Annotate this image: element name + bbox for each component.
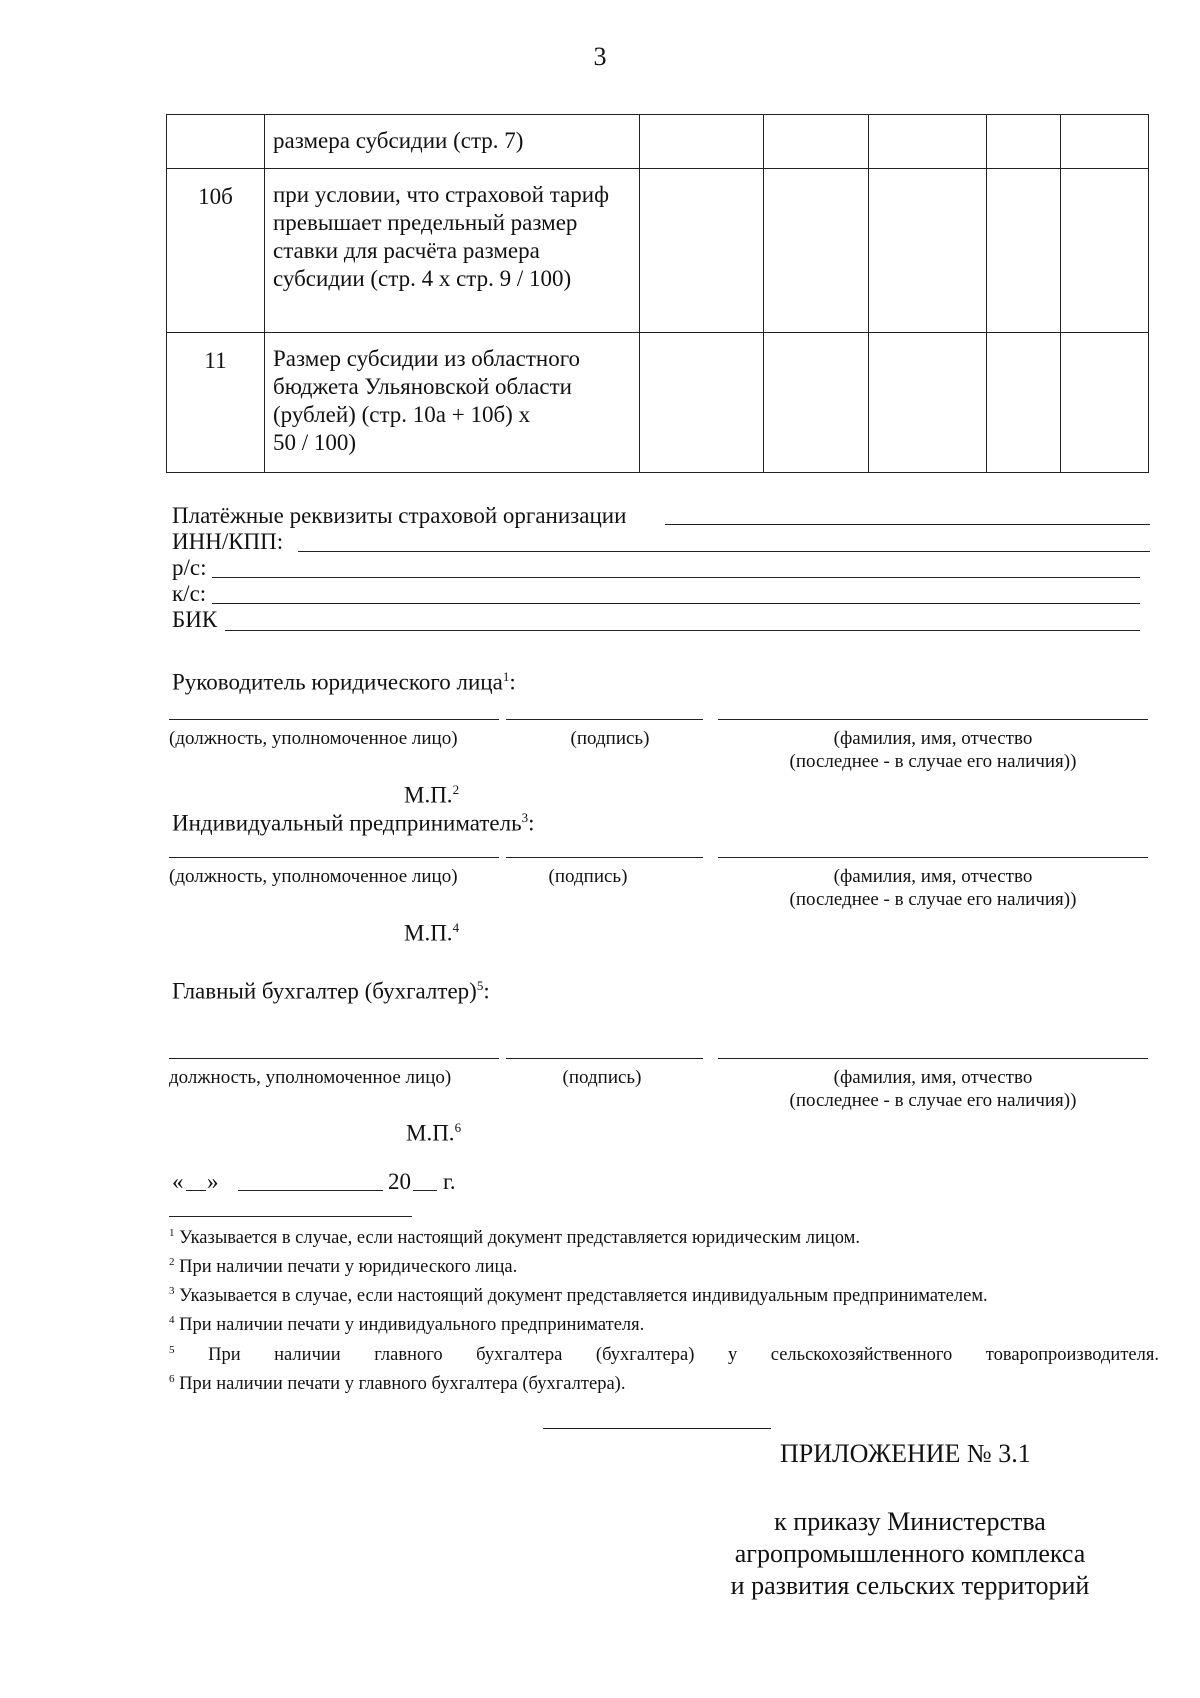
- accountant-name-caption: (фамилия, имя, отчество (последнее - в случае его наличия)): [789, 1067, 1077, 1111]
- row-description: [265, 333, 640, 473]
- footnote-separator: [169, 1216, 412, 1217]
- row-text-line: бюджета Ульяновской области: [273, 374, 572, 399]
- page-number: 3: [593, 42, 607, 71]
- table-cell: [987, 333, 1061, 473]
- row-text-line: превышает предельный размер: [273, 210, 578, 235]
- table-cell: [640, 115, 764, 169]
- date-month-line[interactable]: [238, 1190, 383, 1191]
- head-title: Руководитель юридического лица$^1$:: [172, 669, 516, 695]
- table-row: [167, 333, 1149, 473]
- accountant-name-line[interactable]: [718, 1058, 1148, 1059]
- accountant-stamp: М.П.$^6$: [406, 1120, 462, 1146]
- entrepreneur-title: Индивидуальный предприниматель$^3$:: [172, 810, 535, 836]
- ks-label: к/с:: [172, 581, 207, 606]
- accountant-title: Главный бухгалтер (бухгалтер)$^5$:: [172, 978, 490, 1004]
- entrepreneur-signature-line[interactable]: [506, 857, 703, 858]
- table-cell: [764, 333, 869, 473]
- footnote-item: $^6$ При наличии печати у главного бухгалтера (бухгалтера).: [169, 1372, 626, 1394]
- date-year-prefix: 20: [388, 1169, 411, 1194]
- inn-line[interactable]: [298, 551, 1150, 552]
- head-signature-caption: (подпись): [570, 728, 650, 749]
- row-description: [265, 169, 640, 333]
- date-year-line[interactable]: [413, 1190, 437, 1191]
- footnote-item: $^3$ Указывается в случае, если настоящий документ представляется индивидуальным предпринимателем.: [169, 1285, 988, 1307]
- table-cell: [1061, 333, 1149, 473]
- date-open-quote: «: [172, 1169, 184, 1194]
- accountant-position-line[interactable]: [169, 1058, 499, 1059]
- appendix-separator: [543, 1428, 771, 1429]
- table-cell: [1061, 115, 1149, 169]
- row-text-line: 50 / 100): [273, 430, 357, 455]
- entrepreneur-signature-caption: (подпись): [548, 866, 628, 887]
- rs-line[interactable]: [212, 577, 1140, 578]
- footnote-item: $^2$ При наличии печати у юридического лица.: [169, 1256, 518, 1278]
- head-name-line[interactable]: [718, 719, 1148, 720]
- row-text-line: при условии, что страховой тариф: [273, 182, 609, 207]
- table-cell: [869, 115, 987, 169]
- table-cell: [640, 169, 764, 333]
- entrepreneur-name-caption: (фамилия, имя, отчество (последнее - в случае его наличия)): [789, 866, 1077, 910]
- row-number: 10б: [167, 169, 265, 333]
- accountant-signature-line[interactable]: [506, 1058, 703, 1059]
- row-description: [265, 115, 640, 169]
- entrepreneur-position-caption: (должность, уполномоченное лицо): [169, 866, 458, 887]
- appendix-text: к приказу Министерства агропромышленного комплекса и развития сельских территорий: [730, 1507, 1090, 1600]
- head-stamp: М.П.$^2$: [404, 782, 460, 808]
- date-day-line[interactable]: [186, 1190, 206, 1191]
- accountant-position-caption: должность, уполномоченное лицо): [169, 1067, 452, 1088]
- table-cell: [1061, 169, 1149, 333]
- head-position-caption: (должность, уполномоченное лицо): [169, 728, 458, 749]
- row-text-line: субсидии (стр. 4 х стр. 9 / 100): [273, 266, 572, 291]
- ks-line[interactable]: [212, 603, 1140, 604]
- inn-label: ИНН/КПП:: [172, 529, 284, 554]
- subsidy-table: [166, 114, 1149, 473]
- footnotes: [169, 1221, 1159, 1396]
- requisites-line[interactable]: [665, 524, 1150, 525]
- footnote-item: $^1$ Указывается в случае, если настоящий документ представляется юридическим лицом.: [169, 1227, 860, 1249]
- rs-label: р/с:: [172, 555, 207, 580]
- bik-line[interactable]: [225, 630, 1140, 631]
- table-cell: [764, 115, 869, 169]
- head-position-line[interactable]: [169, 719, 499, 720]
- head-name-caption: (фамилия, имя, отчество (последнее - в случае его наличия)): [789, 728, 1077, 772]
- row-number: 11: [167, 333, 265, 473]
- entrepreneur-name-line[interactable]: [718, 857, 1148, 858]
- table-cell: [869, 333, 987, 473]
- date-close-quote: »: [207, 1169, 219, 1194]
- row-text-line: ставки для расчёта размера: [273, 238, 540, 263]
- footnote-item: $^5$ При наличии главного бухгалтера (бухгалтера) у сельскохозяйственного товаропроизводителя.: [169, 1343, 1159, 1365]
- row-number: [167, 115, 265, 169]
- table-cell: [869, 169, 987, 333]
- table-cell: [987, 169, 1061, 333]
- row-text-line: размера субсидии (стр. 7): [273, 128, 524, 153]
- table-row: [167, 169, 1149, 333]
- entrepreneur-stamp: М.П.$^4$: [404, 920, 460, 946]
- row-text-line: (рублей) (стр. 10а + 10б) х: [273, 402, 531, 427]
- entrepreneur-position-line[interactable]: [169, 857, 499, 858]
- date-year-suffix: г.: [443, 1169, 456, 1194]
- table-cell: [764, 169, 869, 333]
- footnote-item: $^4$ При наличии печати у индивидуального предпринимателя.: [169, 1314, 645, 1336]
- table-cell: [640, 333, 764, 473]
- table-cell: [987, 115, 1061, 169]
- bik-label: БИК: [172, 607, 218, 632]
- requisites-title: Платёжные реквизиты страховой организации: [172, 503, 627, 528]
- head-signature-line[interactable]: [506, 719, 703, 720]
- appendix-title: ПРИЛОЖЕНИЕ № 3.1: [780, 1439, 1031, 1468]
- accountant-signature-caption: (подпись): [562, 1067, 642, 1088]
- table-row: [167, 115, 1149, 169]
- row-text-line: Размер субсидии из областного: [273, 346, 581, 371]
